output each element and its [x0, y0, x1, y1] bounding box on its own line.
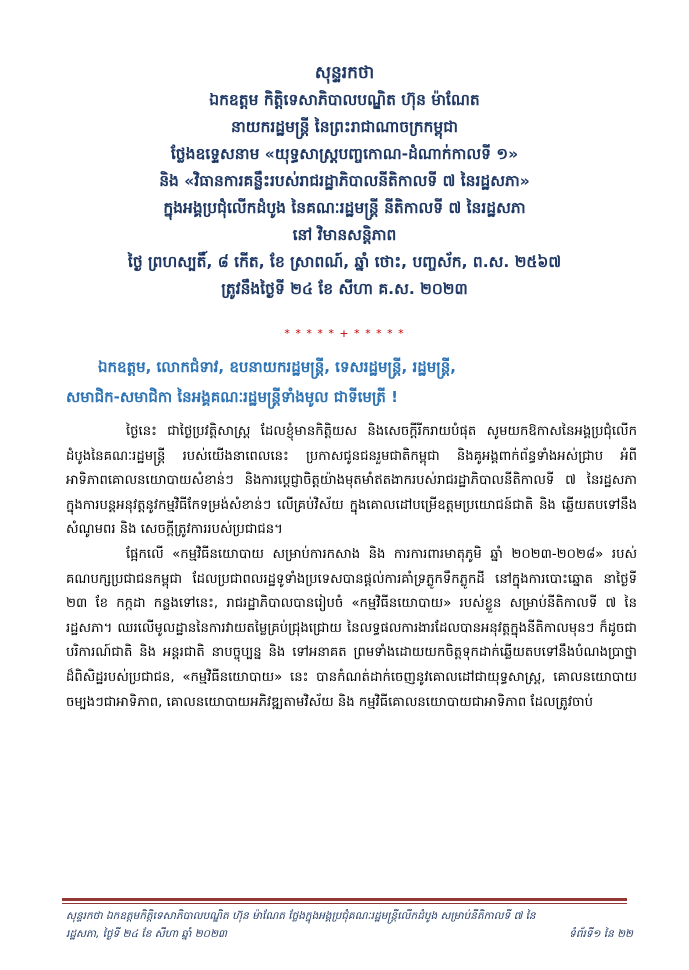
page-footer [66, 907, 633, 943]
header-occasion: ក្នុងអង្គប្រជុំលើកដំបូង នៃគណៈរដ្ឋមន្រ្តី នីតិកាលទី ៧ នៃរដ្ឋសភា [163, 199, 526, 217]
salutation-line-2: សមាជិក-សមាជិកា នៃអង្គគណៈរដ្ឋមន្រ្តីទាំងមូល ជាទីមេត្រី ! [66, 388, 398, 406]
separator-stars: * * * * * + * * * * * [284, 327, 405, 340]
footer-line-2: រដ្ឋសភា, ថ្ងៃទី ២៤ ខែ សីហា ឆ្នាំ ២០២៣ [66, 928, 228, 940]
footer-line-1: សុន្ទរកថា ឯកឧត្តមកិត្តិទេសាភិបាលបណ្ឌិត ហ៊ុន ម៉ាណែត ថ្លែងក្នុងអង្គប្រជុំគណៈរដ្ឋមន្រ្តីលើកដំបូង សម្រាប់នីតិកាលទី ៧ នៃ [66, 910, 536, 922]
header-lunar-date: ថ្ងៃ ព្រហស្បតិ៍, ៨ កើត, ខែ ស្រាពណ៍, ឆ្នាំ ថោះ, បញ្ចស័ក, ព.ស. ២៥៦៧ [127, 253, 562, 271]
header-date: ត្រូវនឹងថ្ងៃទី ២៤ ខែ សីហា គ.ស. ២០២៣ [221, 280, 468, 298]
header-speaker: ឯកឧត្តម កិត្តិទេសាភិបាលបណ្ឌិត ហ៊ុន ម៉ាណែត [209, 91, 480, 109]
header-topic-1: ថ្លែងឧទ្ទេសនាម «យុទ្ធសាស្រ្តបញ្ចកោណ-ដំណាក់កាលទី ១» [170, 145, 519, 163]
paragraph-2: ផ្អែកលើ «កម្មវិធីនយោបាយ សម្រាប់ការកសាង និង ការការពារមាតុភូមិ ឆ្នាំ ២០២៣-២០២៨» របស់គណបក្សប្រជាជនកម្ពុជា ដែលប្រជាពលរដ្ឋទូទាំងប្រទេសបានផ្តល់ការគាំទ្រភ្លូកទឹកភ្លូកដី នៅក្នុងការបោះឆ្នោត នាថ្ងៃទី ២៣ ខែ កក្កដា កន្លងទៅនេះ, រាជរដ្ឋាភិបាលបានរៀបចំ «កម្មវិធីនយោបាយ» របស់ខ្លួន សម្រាប់នីតិកាលទី ៧ នៃរដ្ឋសភា។ ឈរលើមូលដ្ឋាននៃការវាយតម្លៃគ្រប់ជ្រុងជ្រោយ នៃលទ្ធផលការងារដែលបានអនុវត្តក្នុងនីតិកាលមុនៗ ក៏ដូចជាបរិការណ៍ជាតិ និង អន្តរជាតិ នាបច្ចុប្បន្ន និង ទៅអនាគត ព្រមទាំងដោយយកចិត្តទុកដាក់ឆ្លើយតបទៅនឹងបំណងប្រាថ្នាដ៏ពិសិដ្ឋរបស់ប្រជាជន, «កម្មវិធីនយោបាយ» នេះ បានកំណត់ដាក់ចេញនូវគោលដៅជាយុទ្ធសាស្ត្រ, គោលនយោបាយចម្បងៗជាអាទិភាព, គោលនយោបាយអភិវឌ្ឍតាមវិស័យ និង កម្មវិធីគោលនយោបាយជាអាទិភាព ដែលត្រូវចាប់ [66, 546, 637, 710]
salutation-line-1: ឯកឧត្តម, លោកជំទាវ, ឧបនាយករដ្ឋមន្រ្តី, ទេសរដ្ឋមន្រ្តី, រដ្ឋមន្រ្តី, [98, 358, 456, 376]
speech-header [40, 60, 649, 303]
page-number: ទំព័រទី១ នៃ ២២ [569, 928, 633, 940]
footer-rule-thick [62, 898, 627, 901]
header-position: នាយករដ្ឋមន្រ្តី នៃព្រះរាជាណាចក្រកម្ពុជា [231, 118, 458, 136]
footer-rule-thin [62, 903, 627, 904]
header-title: សុន្ទរកថា [314, 63, 375, 83]
header-venue: នៅ វិមានសន្តិភាព [292, 226, 397, 244]
paragraph-1: ថ្ងៃនេះ ជាថ្ងៃប្រវត្តិសាស្រ្ត ដែលខ្ញុំមានកិត្តិយស និងសេចក្តីរីករាយបំផុត សូមយកឱកាសនៃអង្គប្រជុំលើកដំបូងនៃគណៈរដ្ឋមន្រ្តី របស់យើងនាពេលនេះ ប្រកាសជូនជនរួមជាតិកម្ពុជា និងគូអង្គពាក់ព័ន្ធទាំងអស់ជ្រាប អំពីអាទិភាពគោលនយោបាយសំខាន់ៗ និងការប្តេជ្ញាចិត្តយ៉ាងមុតមាំឥតងាករបស់រាជរដ្ឋាភិបាលនីតិកាលទី ៧ នៃរដ្ឋសភា ក្នុងការបន្តអនុវត្តនូវកម្មវិធីកែទម្រង់សំខាន់ៗ លើគ្រប់វិស័យ ក្នុងគោលដៅបម្រើឧត្តមប្រយោជន៍ជាតិ និង ឆ្លើយតបទៅនឹងសំណូមពរ និង សេចក្តីត្រូវការរបស់ប្រជាជន។ [66, 424, 637, 538]
speech-body [66, 420, 637, 715]
header-topic-2: និង «វិធានការគន្លឹះរបស់រាជរដ្ឋាភិបាលនីតិកាលទី ៧ នៃរដ្ឋសភា» [159, 172, 530, 190]
salutation [66, 352, 639, 412]
